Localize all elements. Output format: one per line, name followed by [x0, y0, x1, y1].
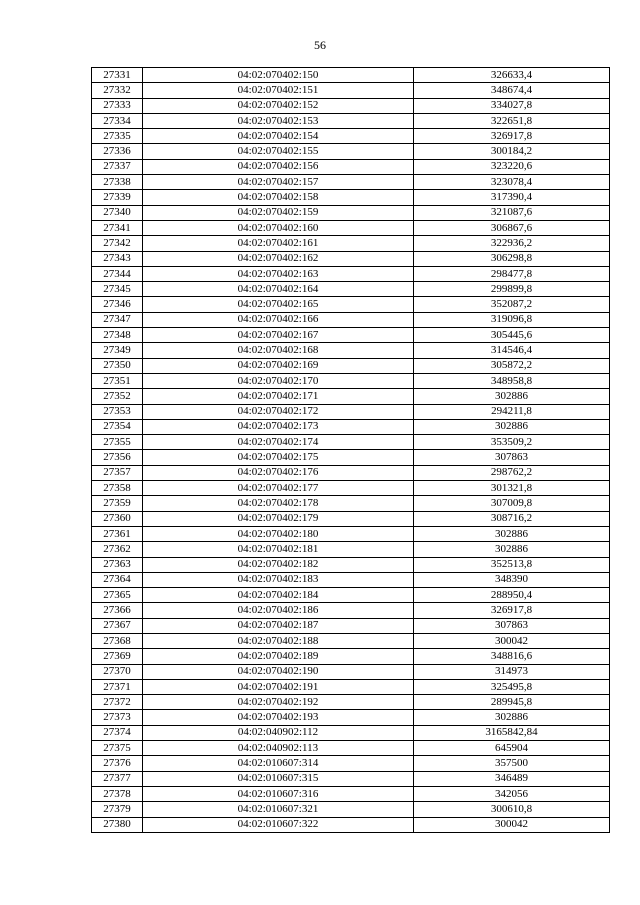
table-row: [92, 756, 610, 771]
table-row: [92, 373, 610, 388]
value-cell: 326633,4: [414, 68, 610, 83]
cadastral-number-cell: 04:02:070402:154: [143, 129, 414, 144]
row-number-cell: 27348: [92, 328, 143, 343]
table-row: [92, 771, 610, 786]
table-row: [92, 603, 610, 618]
row-number-cell: 27349: [92, 343, 143, 358]
row-number-cell: 27341: [92, 220, 143, 235]
cadastral-number-cell: 04:02:070402:150: [143, 68, 414, 83]
row-number-cell: 27372: [92, 695, 143, 710]
table-row: [92, 741, 610, 756]
cadastral-number-cell: 04:02:070402:192: [143, 695, 414, 710]
cadastral-number-cell: 04:02:070402:184: [143, 588, 414, 603]
value-cell: 302886: [414, 710, 610, 725]
value-cell: 326917,8: [414, 603, 610, 618]
row-number-cell: 27376: [92, 756, 143, 771]
row-number-cell: 27338: [92, 175, 143, 190]
row-number-cell: 27380: [92, 817, 143, 832]
value-cell: 319096,8: [414, 312, 610, 327]
value-cell: 314973: [414, 664, 610, 679]
table-row: [92, 588, 610, 603]
row-number-cell: 27346: [92, 297, 143, 312]
value-cell: 306298,8: [414, 251, 610, 266]
row-number-cell: 27343: [92, 251, 143, 266]
cadastral-value-table: [91, 67, 610, 833]
cadastral-number-cell: 04:02:070402:170: [143, 373, 414, 388]
table-row: [92, 679, 610, 694]
table-row: [92, 297, 610, 312]
value-cell: 314546,4: [414, 343, 610, 358]
cadastral-number-cell: 04:02:070402:182: [143, 557, 414, 572]
cadastral-number-cell: 04:02:070402:186: [143, 603, 414, 618]
cadastral-number-cell: 04:02:070402:188: [143, 633, 414, 648]
table-row: [92, 633, 610, 648]
cadastral-number-cell: 04:02:070402:183: [143, 572, 414, 587]
table-body: [92, 68, 610, 833]
table-row: [92, 68, 610, 83]
cadastral-number-cell: 04:02:070402:173: [143, 419, 414, 434]
cadastral-number-cell: 04:02:070402:181: [143, 542, 414, 557]
value-cell: 323078,4: [414, 175, 610, 190]
row-number-cell: 27379: [92, 802, 143, 817]
row-number-cell: 27363: [92, 557, 143, 572]
table-row: [92, 572, 610, 587]
cadastral-number-cell: 04:02:010607:315: [143, 771, 414, 786]
table-row: [92, 282, 610, 297]
cadastral-number-cell: 04:02:070402:174: [143, 435, 414, 450]
value-cell: 302886: [414, 526, 610, 541]
table-row: [92, 312, 610, 327]
row-number-cell: 27359: [92, 496, 143, 511]
value-cell: 342056: [414, 786, 610, 801]
cadastral-number-cell: 04:02:010607:316: [143, 786, 414, 801]
table-row: [92, 526, 610, 541]
cadastral-number-cell: 04:02:070402:156: [143, 159, 414, 174]
table-row: [92, 802, 610, 817]
value-cell: 325495,8: [414, 679, 610, 694]
cadastral-number-cell: 04:02:070402:153: [143, 113, 414, 128]
table-row: [92, 98, 610, 113]
value-cell: 305872,2: [414, 358, 610, 373]
cadastral-number-cell: 04:02:070402:189: [143, 649, 414, 664]
table-row: [92, 725, 610, 740]
cadastral-number-cell: 04:02:070402:158: [143, 190, 414, 205]
table-row: [92, 83, 610, 98]
row-number-cell: 27371: [92, 679, 143, 694]
value-cell: 322651,8: [414, 113, 610, 128]
table-row: [92, 220, 610, 235]
table-row: [92, 710, 610, 725]
row-number-cell: 27357: [92, 465, 143, 480]
row-number-cell: 27335: [92, 129, 143, 144]
table-row: [92, 542, 610, 557]
cadastral-number-cell: 04:02:070402:163: [143, 266, 414, 281]
cadastral-number-cell: 04:02:070402:159: [143, 205, 414, 220]
value-cell: 645904: [414, 741, 610, 756]
table-row: [92, 328, 610, 343]
table-row: [92, 205, 610, 220]
table-row: [92, 496, 610, 511]
row-number-cell: 27345: [92, 282, 143, 297]
cadastral-number-cell: 04:02:070402:167: [143, 328, 414, 343]
value-cell: 288950,4: [414, 588, 610, 603]
value-cell: 348674,4: [414, 83, 610, 98]
value-cell: 302886: [414, 389, 610, 404]
cadastral-number-cell: 04:02:070402:168: [143, 343, 414, 358]
cadastral-number-cell: 04:02:070402:164: [143, 282, 414, 297]
cadastral-number-cell: 04:02:010607:314: [143, 756, 414, 771]
row-number-cell: 27339: [92, 190, 143, 205]
row-number-cell: 27365: [92, 588, 143, 603]
row-number-cell: 27333: [92, 98, 143, 113]
row-number-cell: 27334: [92, 113, 143, 128]
cadastral-number-cell: 04:02:070402:157: [143, 175, 414, 190]
cadastral-number-cell: 04:02:070402:177: [143, 481, 414, 496]
table-row: [92, 435, 610, 450]
row-number-cell: 27353: [92, 404, 143, 419]
table-row: [92, 129, 610, 144]
table-row: [92, 618, 610, 633]
table-row: [92, 266, 610, 281]
row-number-cell: 27373: [92, 710, 143, 725]
row-number-cell: 27344: [92, 266, 143, 281]
row-number-cell: 27374: [92, 725, 143, 740]
table-row: [92, 343, 610, 358]
value-cell: 317390,4: [414, 190, 610, 205]
row-number-cell: 27337: [92, 159, 143, 174]
table-row: [92, 817, 610, 832]
value-cell: 289945,8: [414, 695, 610, 710]
value-cell: 322936,2: [414, 236, 610, 251]
cadastral-number-cell: 04:02:070402:162: [143, 251, 414, 266]
row-number-cell: 27366: [92, 603, 143, 618]
cadastral-number-cell: 04:02:070402:169: [143, 358, 414, 373]
table-row: [92, 159, 610, 174]
cadastral-number-cell: 04:02:070402:155: [143, 144, 414, 159]
value-cell: 300042: [414, 817, 610, 832]
cadastral-number-cell: 04:02:040902:112: [143, 725, 414, 740]
value-cell: 334027,8: [414, 98, 610, 113]
row-number-cell: 27362: [92, 542, 143, 557]
table-row: [92, 557, 610, 572]
table-row: [92, 450, 610, 465]
row-number-cell: 27331: [92, 68, 143, 83]
row-number-cell: 27358: [92, 481, 143, 496]
row-number-cell: 27369: [92, 649, 143, 664]
page-number: 56: [314, 38, 326, 52]
row-number-cell: 27351: [92, 373, 143, 388]
row-number-cell: 27356: [92, 450, 143, 465]
row-number-cell: 27342: [92, 236, 143, 251]
row-number-cell: 27340: [92, 205, 143, 220]
row-number-cell: 27361: [92, 526, 143, 541]
table-row: [92, 389, 610, 404]
value-cell: 298477,8: [414, 266, 610, 281]
row-number-cell: 27375: [92, 741, 143, 756]
row-number-cell: 27336: [92, 144, 143, 159]
cadastral-number-cell: 04:02:070402:152: [143, 98, 414, 113]
cadastral-number-cell: 04:02:070402:193: [143, 710, 414, 725]
row-number-cell: 27332: [92, 83, 143, 98]
value-cell: 308716,2: [414, 511, 610, 526]
value-cell: 302886: [414, 542, 610, 557]
table-row: [92, 190, 610, 205]
row-number-cell: 27352: [92, 389, 143, 404]
table-row: [92, 404, 610, 419]
value-cell: 352513,8: [414, 557, 610, 572]
value-cell: 306867,6: [414, 220, 610, 235]
row-number-cell: 27364: [92, 572, 143, 587]
cadastral-number-cell: 04:02:070402:151: [143, 83, 414, 98]
row-number-cell: 27378: [92, 786, 143, 801]
value-cell: 302886: [414, 419, 610, 434]
cadastral-number-cell: 04:02:070402:176: [143, 465, 414, 480]
row-number-cell: 27370: [92, 664, 143, 679]
table-row: [92, 786, 610, 801]
row-number-cell: 27368: [92, 633, 143, 648]
value-cell: 300042: [414, 633, 610, 648]
value-cell: 323220,6: [414, 159, 610, 174]
table-row: [92, 144, 610, 159]
cadastral-number-cell: 04:02:070402:175: [143, 450, 414, 465]
row-number-cell: 27347: [92, 312, 143, 327]
cadastral-number-cell: 04:02:070402:179: [143, 511, 414, 526]
table-row: [92, 664, 610, 679]
value-cell: 298762,2: [414, 465, 610, 480]
row-number-cell: 27367: [92, 618, 143, 633]
value-cell: 307863: [414, 450, 610, 465]
value-cell: 294211,8: [414, 404, 610, 419]
table-row: [92, 236, 610, 251]
value-cell: 326917,8: [414, 129, 610, 144]
value-cell: 321087,6: [414, 205, 610, 220]
cadastral-number-cell: 04:02:070402:190: [143, 664, 414, 679]
value-cell: 348390: [414, 572, 610, 587]
cadastral-number-cell: 04:02:070402:171: [143, 389, 414, 404]
cadastral-number-cell: 04:02:070402:166: [143, 312, 414, 327]
cadastral-number-cell: 04:02:070402:165: [143, 297, 414, 312]
value-cell: 305445,6: [414, 328, 610, 343]
cadastral-number-cell: 04:02:010607:322: [143, 817, 414, 832]
row-number-cell: 27355: [92, 435, 143, 450]
table-row: [92, 481, 610, 496]
cadastral-number-cell: 04:02:070402:178: [143, 496, 414, 511]
value-cell: 299899,8: [414, 282, 610, 297]
cadastral-number-cell: 04:02:040902:113: [143, 741, 414, 756]
value-cell: 352087,2: [414, 297, 610, 312]
cadastral-number-cell: 04:02:070402:187: [143, 618, 414, 633]
table-row: [92, 695, 610, 710]
value-cell: 307863: [414, 618, 610, 633]
cadastral-number-cell: 04:02:070402:191: [143, 679, 414, 694]
row-number-cell: 27360: [92, 511, 143, 526]
value-cell: 300610,8: [414, 802, 610, 817]
cadastral-number-cell: 04:02:070402:161: [143, 236, 414, 251]
row-number-cell: 27377: [92, 771, 143, 786]
table-row: [92, 175, 610, 190]
value-cell: 3165842,84: [414, 725, 610, 740]
table-row: [92, 649, 610, 664]
value-cell: 346489: [414, 771, 610, 786]
table-row: [92, 419, 610, 434]
cadastral-number-cell: 04:02:070402:160: [143, 220, 414, 235]
table-row: [92, 113, 610, 128]
table-row: [92, 511, 610, 526]
value-cell: 348958,8: [414, 373, 610, 388]
table-row: [92, 465, 610, 480]
value-cell: 307009,8: [414, 496, 610, 511]
table-row: [92, 251, 610, 266]
row-number-cell: 27350: [92, 358, 143, 373]
value-cell: 348816,6: [414, 649, 610, 664]
cadastral-number-cell: 04:02:010607:321: [143, 802, 414, 817]
row-number-cell: 27354: [92, 419, 143, 434]
cadastral-number-cell: 04:02:070402:180: [143, 526, 414, 541]
value-cell: 357500: [414, 756, 610, 771]
value-cell: 301321,8: [414, 481, 610, 496]
cadastral-number-cell: 04:02:070402:172: [143, 404, 414, 419]
table-row: [92, 358, 610, 373]
value-cell: 353509,2: [414, 435, 610, 450]
value-cell: 300184,2: [414, 144, 610, 159]
